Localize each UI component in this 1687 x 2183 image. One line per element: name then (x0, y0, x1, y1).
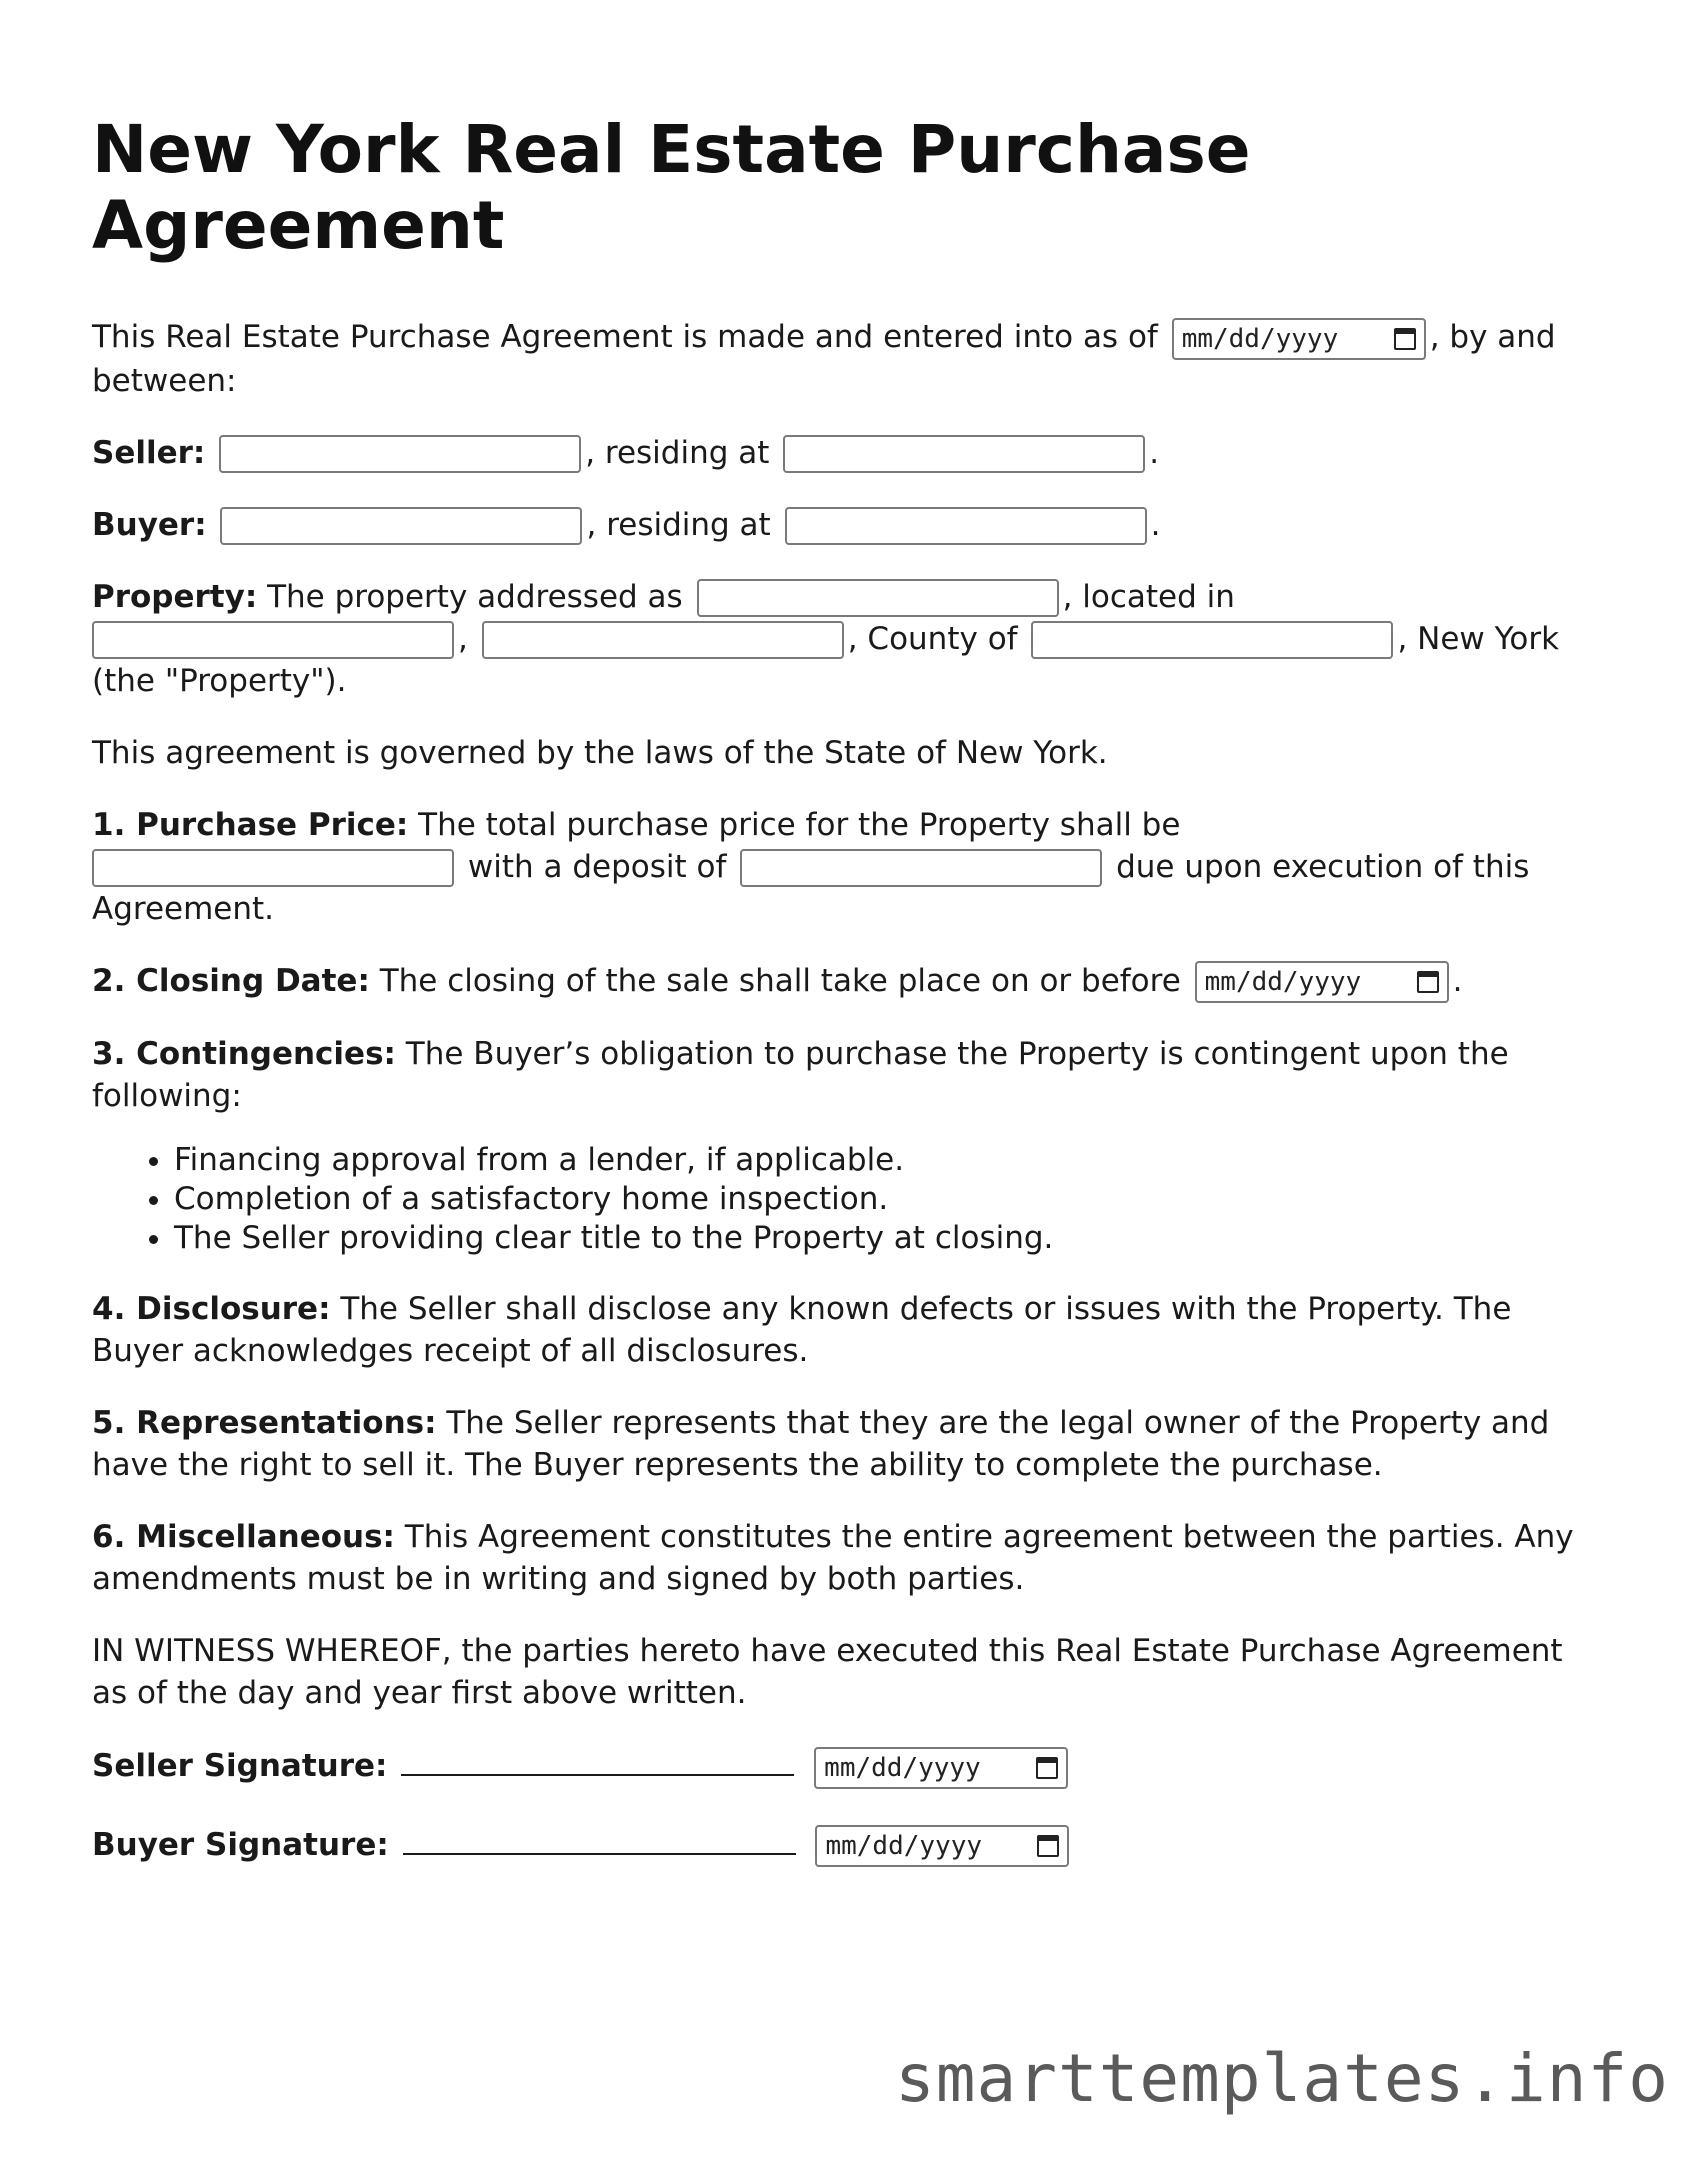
buyer-residing-text: , residing at (586, 506, 771, 543)
buyer-signature-line[interactable] (403, 1823, 796, 1855)
buyer-period: . (1150, 506, 1161, 543)
contingencies-text: The Buyer’s obligation to purchase the Property is contingent upon the following: (92, 1036, 1509, 1114)
deposit-input[interactable] (740, 849, 1102, 887)
date-placeholder: mm/dd/yyyy (825, 1831, 983, 1861)
closing-date-period: . (1452, 962, 1463, 999)
property-text: The property addressed as (257, 578, 683, 615)
representations-label: 5. Representations: (92, 1405, 437, 1441)
seller-signature-row (92, 1744, 1597, 1789)
list-item: • The Seller providing clear title to the Property at closing. (174, 1219, 1597, 1258)
buyer-line (92, 504, 1597, 546)
purchase-price-section (92, 804, 1597, 930)
property-paragraph (92, 576, 1597, 702)
purchase-price-label: 1. Purchase Price: (92, 806, 409, 843)
date-placeholder: mm/dd/yyyy (824, 1752, 981, 1783)
closing-date-input[interactable] (1195, 961, 1449, 1003)
purchase-price-text: The total purchase price for the Property shall be (408, 806, 1181, 843)
seller-residing-text: , residing at (585, 434, 770, 471)
property-located-text: , located in (1062, 578, 1235, 615)
calendar-icon[interactable] (1037, 1835, 1059, 1857)
intro-text: This Real Estate Purchase Agreement is made and entered into as of (92, 319, 1158, 355)
representations-text: The Seller represents that they are the legal owner of the Property and have the right to sell it. The Buyer represents the ability to complete the purchase. (92, 1405, 1550, 1483)
disclosure-label: 4. Disclosure: (92, 1291, 331, 1327)
property-state-text: , New York (1397, 620, 1560, 657)
miscellaneous-label: 6. Miscellaneous: (92, 1519, 395, 1555)
seller-address-input[interactable] (783, 435, 1145, 473)
contingencies-section (92, 1033, 1597, 1117)
deposit-due-text: due upon execution of this Agreement. (92, 848, 1530, 927)
seller-period: . (1149, 434, 1160, 471)
purchase-price-input[interactable] (92, 849, 454, 887)
property-comma: , (458, 620, 468, 657)
watermark: smarttemplates.info (895, 2040, 1669, 2117)
seller-line (92, 432, 1597, 474)
seller-signature-date-input[interactable] (814, 1747, 1068, 1789)
contingencies-list (92, 1141, 1597, 1258)
buyer-signature-row (92, 1823, 1597, 1868)
contingencies-label: 3. Contingencies: (92, 1036, 396, 1072)
buyer-address-input[interactable] (785, 507, 1147, 545)
calendar-icon[interactable] (1394, 328, 1416, 350)
disclosure-section (92, 1288, 1597, 1372)
governed-paragraph: This agreement is governed by the laws of the State of New York. (92, 734, 1108, 771)
agreement-page (92, 112, 1597, 1901)
property-city-input[interactable] (92, 621, 454, 659)
buyer-name-input[interactable] (220, 507, 582, 545)
representations-section (92, 1402, 1597, 1486)
page-title: New York Real Estate Purchase Agreement (92, 111, 1251, 264)
property-county-text: , County of (847, 620, 1018, 657)
witness-paragraph: IN WITNESS WHEREOF, the parties hereto have executed this Real Estate Purchase Agreement as of the day and year first above written. (92, 1633, 1563, 1711)
date-placeholder: mm/dd/yyyy (1181, 323, 1339, 354)
seller-name-input[interactable] (219, 435, 581, 473)
closing-date-label: 2. Closing Date: (92, 962, 370, 999)
calendar-icon[interactable] (1036, 1757, 1058, 1779)
closing-date-section (92, 960, 1597, 1004)
date-placeholder: mm/dd/yyyy (1204, 967, 1362, 997)
agreement-date-input[interactable] (1172, 318, 1426, 360)
miscellaneous-text: This Agreement constitutes the entire agreement between the parties. Any amendments must be in writing and signed by both parties. (92, 1519, 1574, 1597)
seller-signature-line[interactable] (401, 1744, 794, 1776)
intro-paragraph (92, 316, 1597, 402)
property-address-input[interactable] (697, 579, 1059, 617)
calendar-icon[interactable] (1417, 971, 1439, 993)
intro-text-end: , by and between: (92, 319, 1556, 399)
buyer-label: Buyer: (92, 506, 207, 543)
list-item: • Completion of a satisfactory home inspection. (174, 1180, 1597, 1219)
deposit-text: with a deposit of (467, 848, 727, 885)
property-label: Property: (92, 578, 258, 615)
disclosure-text: The Seller shall disclose any known defects or issues with the Property. The Buyer acknowledges receipt of all disclosures. (92, 1291, 1512, 1369)
list-item: • Financing approval from a lender, if applicable. (174, 1141, 1597, 1180)
closing-date-text: The closing of the sale shall take place on or before (369, 962, 1181, 999)
property-county-input[interactable] (1031, 621, 1393, 659)
property-end-text: (the "Property"). (92, 662, 347, 699)
buyer-signature-date-input[interactable] (815, 1825, 1069, 1867)
seller-label: Seller: (92, 434, 206, 471)
property-town-input[interactable] (482, 621, 844, 659)
buyer-signature-label: Buyer Signature: (92, 1826, 389, 1863)
seller-signature-label: Seller Signature: (92, 1748, 388, 1784)
miscellaneous-section (92, 1516, 1597, 1600)
